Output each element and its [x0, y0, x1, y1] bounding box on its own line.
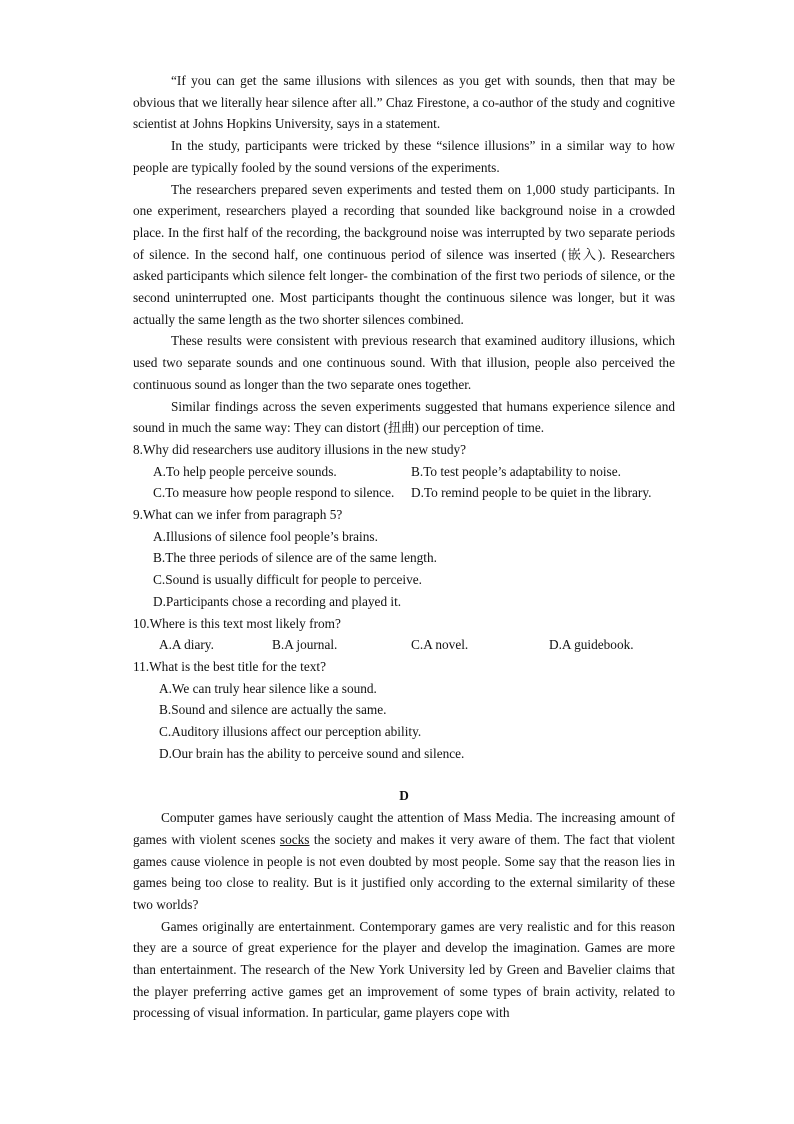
question-11-option-b: B.Sound and silence are actually the same. — [159, 702, 387, 718]
question-8-option-c: C.To measure how people respond to silence. — [153, 485, 395, 501]
question-9-option-a: A.Illusions of silence fool people’s brains. — [153, 528, 378, 544]
question-10-stem: 10.Where is this text most likely from? — [133, 615, 341, 631]
passage-c-paragraph-3: The researchers prepared seven experiments and tested them on 1,000 study participants. In one experiment, researchers played a recording that sounded like background noise in a crowded place. In the first half of the recording, the background noise was interrupted by two separate periods of silence. In the second half, one continuous period of silence was inserted (嵌入). Researchers asked participants which silence felt longer- the combination of the first two periods of silence, or the second uninterrupted one. Most participants thought the continuous silence was longer, but it was actually the same length as the two shorter silences combined. — [133, 181, 675, 327]
question-8-option-a: A.To help people perceive sounds. — [153, 463, 337, 479]
question-11-option-c: C.Auditory illusions affect our perception ability. — [159, 724, 422, 740]
question-8-stem: 8.Why did researchers use auditory illusions in the new study? — [133, 441, 467, 457]
question-11-option-a: A.We can truly hear silence like a sound. — [159, 680, 377, 696]
question-10-options-row — [133, 634, 675, 656]
question-8-option-d: D.To remind people to be quiet in the library. — [411, 485, 652, 501]
passage-c-paragraph-4: These results were consistent with previous research that examined auditory illusions, which used two separate sounds and one continuous sound. With that illusion, people also perceived the continuous sound as longer than the two separate ones together. — [133, 333, 675, 392]
question-9-option-d: D.Participants chose a recording and played it. — [153, 593, 402, 609]
question-10-option-c: C.A novel. — [411, 637, 469, 653]
passage-d-p1-after: the society and makes it very aware of them. The fact that violent games cause violence in people is not even doubted by most people. Some say that the reason lies in games being too close to reality. But is it justified only according to the external similarity of these two worlds? — [133, 831, 675, 912]
question-10-option-d: D.A guidebook. — [549, 637, 634, 653]
question-9-option-c: C.Sound is usually difficult for people to perceive. — [153, 572, 422, 588]
passage-c-paragraph-2: In the study, participants were tricked by these “silence illusions” in a similar way to how people are typically fooled by the sound versions of the experiments. — [133, 138, 675, 175]
question-9-stem: 9.What can we infer from paragraph 5? — [133, 507, 343, 523]
question-11-stem: 11.What is the best title for the text? — [133, 658, 326, 674]
section-d-heading: D — [399, 788, 409, 804]
passage-d-p1-before: Computer games have seriously caught the attention of Mass Media. The increasing amount of games with violent scenes — [133, 810, 675, 847]
question-8-options-row-1 — [133, 461, 675, 483]
question-8-options-row-2 — [133, 482, 675, 504]
underlined-word: socks — [279, 831, 310, 847]
question-10-option-a: A.A diary. — [159, 637, 214, 653]
question-10-option-b: B.A journal. — [272, 637, 338, 653]
passage-c-paragraph-1: “If you can get the same illusions with silences as you get with sounds, then that may be obvious that we literally hear silence after all.” Chaz Firestone, a co-author of the study and cognitive scientist at Johns Hopkins University, says in a statement. — [133, 73, 675, 132]
question-11-option-d: D.Our brain has the ability to perceive sound and silence. — [159, 745, 465, 761]
question-9-option-b: B.The three periods of silence are of the same length. — [153, 550, 437, 566]
passage-d-paragraph-1 — [133, 807, 675, 916]
question-8-option-b: B.To test people’s adaptability to noise. — [411, 463, 621, 479]
passage-c-paragraph-5: Similar findings across the seven experiments suggested that humans experience silence and sound in much the same way: They can distort (扭曲) our perception of time. — [133, 398, 675, 436]
document-page — [133, 70, 675, 1024]
passage-d-paragraph-2: Games originally are entertainment. Contemporary games are very realistic and for this reason they are a source of great experience for the player and develop the imagination. Games are more than entertainment. The research of the New York University led by Green and Bavelier claims that the player preferring active games get an improvement of some types of brain activity, related to processing of visual information. In particular, game players cope with — [133, 918, 675, 1021]
